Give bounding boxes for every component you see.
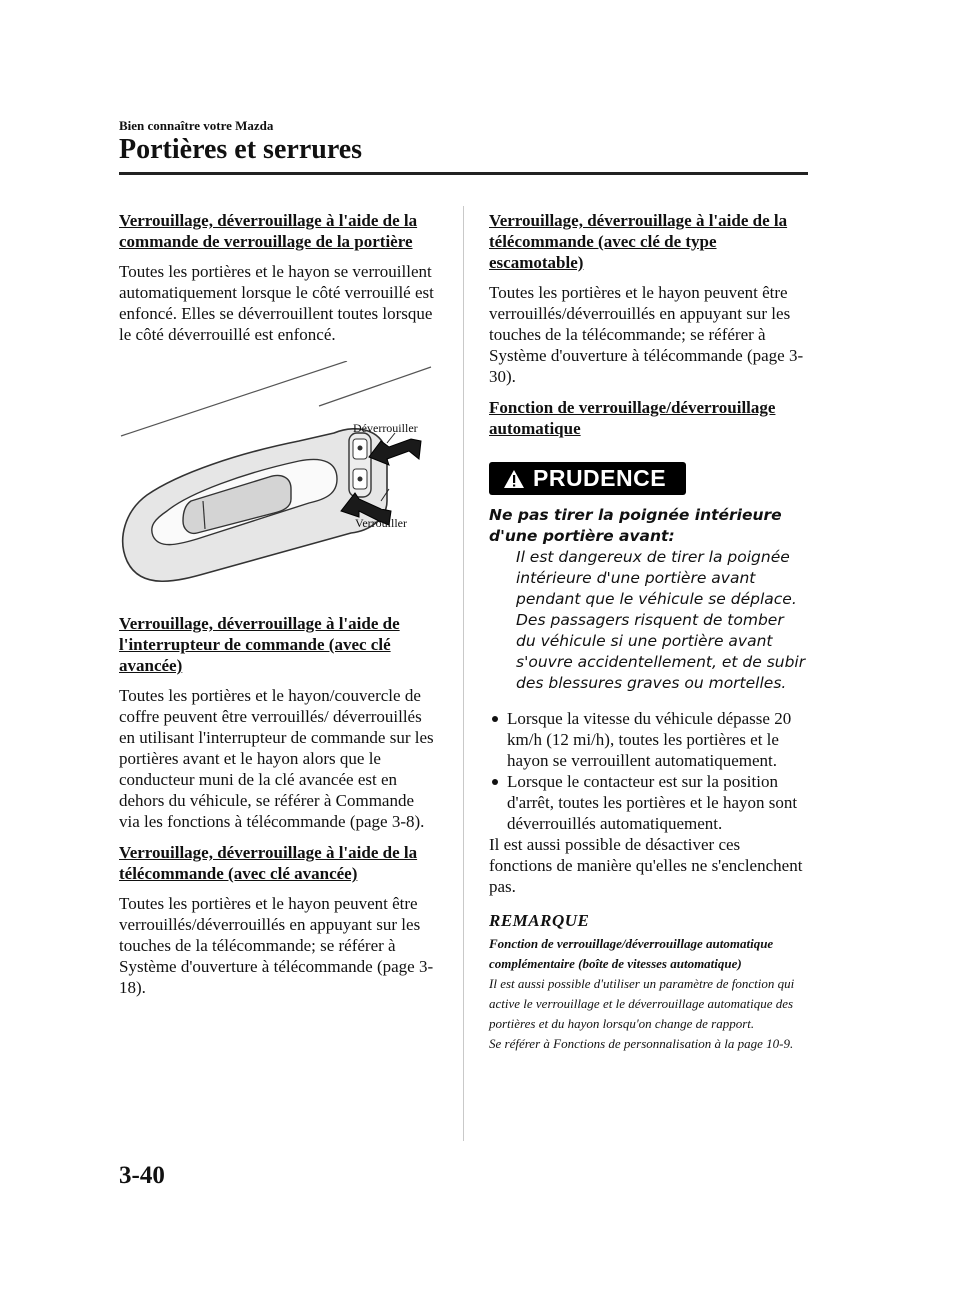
section-heading-remote-retractable: Verrouillage, déverrouillage à l'aide de la télécommande (avec clé de type escamotable): [489, 211, 788, 272]
list-item-text: Lorsque la vitesse du véhicule dépasse 20 km/h (12 mi/h), toutes les portières et le hayon se verrouillent automatiquement.: [507, 709, 792, 770]
right-column: [489, 210, 807, 1054]
list-item: [489, 708, 807, 771]
caution-badge: [489, 462, 686, 495]
note-reference: Se référer à Fonctions de personnalisation à la page 10-9.: [489, 1036, 794, 1051]
left-column: [119, 210, 437, 1008]
breadcrumb: Bien connaître votre Mazda: [119, 118, 274, 133]
note-label: REMARQUE: [489, 911, 590, 930]
page-number: 3-40: [119, 1162, 165, 1189]
title-rule: [119, 172, 808, 175]
list-item-text: Lorsque le contacteur est sur la position d'arrêt, toutes les portières et le hayon sont déverrouillés automatiquement.: [507, 772, 798, 833]
note-body: Il est aussi possible d'utiliser un paramètre de fonction qui active le verrouillage et le déverrouillage automatique des portières et du hayon lorsqu'on change de rapport.: [489, 976, 795, 1031]
note-heading: Fonction de verrouillage/déverrouillage automatique complémentaire (boîte de vitesses automatique): [489, 936, 774, 971]
list-item: [489, 771, 807, 834]
section-body-remote-advanced: Toutes les portières et le hayon peuvent être verrouillés/déverrouillés en appuyant sur les touches de la télécommande; se référer à Système d'ouverture à télécommande (page 3-18).: [119, 894, 434, 997]
door-lock-switch-illustration: [119, 361, 437, 601]
caution-heading: Ne pas tirer la poignée intérieure d'une portière avant:: [489, 506, 782, 545]
column-divider: [463, 206, 464, 1141]
section-heading-request-switch: Verrouillage, déverrouillage à l'aide de l'interrupteur de commande (avec clé avancée): [119, 614, 400, 675]
section-heading-door-switch: Verrouillage, déverrouillage à l'aide de la commande de verrouillage de la portière: [119, 211, 418, 251]
section-heading-remote-advanced: Verrouillage, déverrouillage à l'aide de la télécommande (avec clé avancée): [119, 843, 418, 883]
caution-badge-label: PRUDENCE: [533, 465, 667, 491]
label-unlock: Déverrouiller: [353, 421, 418, 435]
section-body-door-switch: Toutes les portières et le hayon se verrouillent automatiquement lorsque le côté verrouillé est enfoncé. Elles se déverrouillent toutes lorsque le côté déverrouillé est enfoncé.: [119, 262, 434, 344]
page-title: Portières et serrures: [119, 134, 363, 165]
bullet-list: [489, 708, 807, 834]
warning-triangle-icon: [503, 469, 525, 489]
after-bullets-text: Il est aussi possible de désactiver ces fonctions de manière qu'elles ne s'enclenchent pas.: [489, 835, 803, 896]
bullet-dot-icon: [492, 716, 498, 722]
caution-body: Il est dangereux de tirer la poignée intérieure d'une portière avant pendant que le véhicule se déplace. Des passagers risquent de tomber du véhicule si une portière avant s'ouvre accidentellement, et de subir des blessures graves ou mortelles.: [516, 548, 806, 692]
label-lock: Verrouiller: [355, 516, 407, 530]
section-body-remote-retractable: Toutes les portières et le hayon peuvent être verrouillés/déverrouillés en appuyant sur les touches de la télécommande; se référer à Système d'ouverture à télécommande (page 3-30).: [489, 283, 804, 386]
section-heading-auto-lock: Fonction de verrouillage/déverrouillage automatique: [489, 398, 776, 438]
door-handle-drawing: [119, 361, 437, 601]
section-body-request-switch: Toutes les portières et le hayon/couvercle de coffre peuvent être verrouillés/ déverrouillés en utilisant l'interrupteur de commande sur les portières avant et le hayon alors que le conducteur muni de la clé avancée est en dehors du véhicule, se référer à Commande via les fonctions à télécommande (page 3-8).: [119, 686, 434, 831]
bullet-dot-icon: [492, 779, 498, 785]
